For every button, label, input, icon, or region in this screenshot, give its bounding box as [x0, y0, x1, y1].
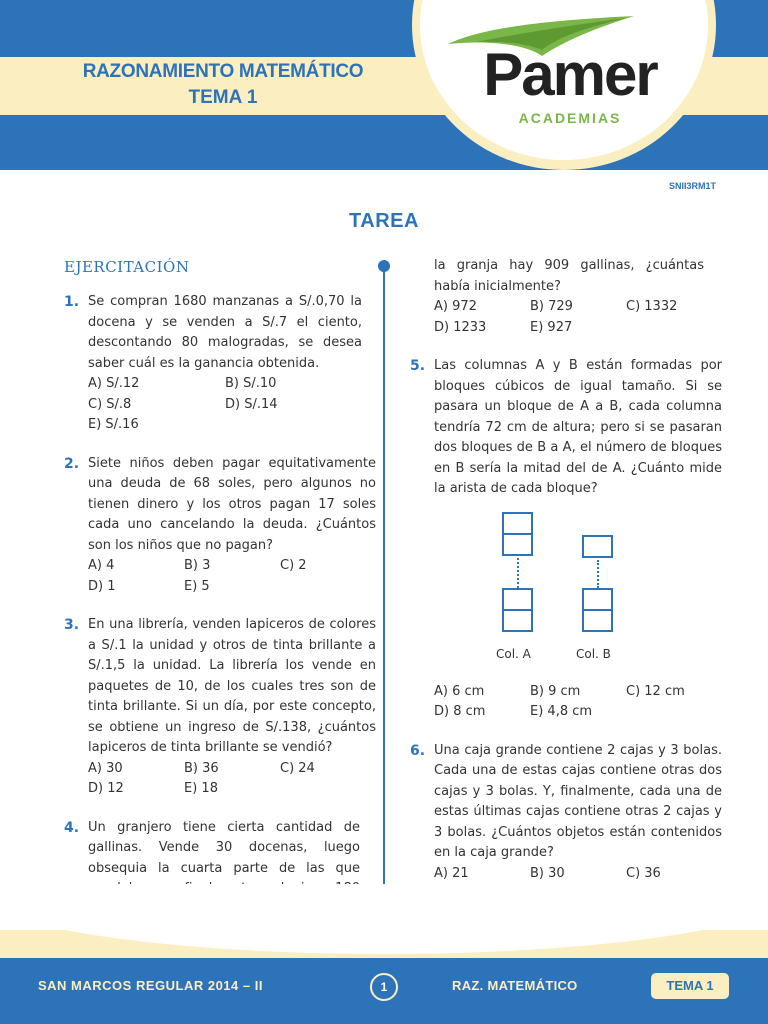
block-a-3	[502, 588, 533, 611]
problem-1	[64, 292, 360, 436]
option-d: D) 1233	[434, 319, 487, 335]
problem-3	[64, 615, 376, 800]
block-a-2	[502, 533, 533, 556]
footer-course: SAN MARCOS REGULAR 2014 – II	[38, 978, 263, 993]
block-b-3	[582, 609, 613, 632]
footer-subject: RAZ. MATEMÁTICO	[452, 978, 578, 993]
option-e: E) 18	[184, 781, 218, 796]
option-e: E) 5	[184, 578, 210, 594]
column-b-label: Col. B	[576, 646, 611, 661]
problem-number: 2.	[64, 455, 80, 472]
option-a: A) 4	[88, 558, 115, 573]
problem-options	[434, 297, 704, 338]
column-a-label: Col. A	[496, 646, 531, 661]
option-a: A) S/.12	[88, 376, 140, 391]
option-b: B) 9 cm	[530, 683, 581, 699]
problem-2	[64, 454, 376, 598]
logo-brand: Pamer	[483, 41, 657, 108]
column-b-dots	[597, 560, 599, 588]
right-column	[410, 256, 722, 923]
option-c: C) 36	[626, 865, 661, 881]
header-tema: TEMA 1	[188, 87, 258, 108]
option-d: D) 8 cm	[434, 704, 486, 719]
column-a-dots	[517, 558, 519, 588]
option-d: D) S/.14	[225, 396, 278, 412]
option-c: C) S/.8	[88, 396, 132, 412]
option-b: B) 36	[184, 760, 219, 776]
column-divider	[383, 264, 385, 916]
option-e: E) 927	[530, 319, 573, 335]
problem-text: Las columnas A y B están formadas por bloques cúbicos de igual tamaño. Si se pasara un bloque de A a B, cada columna tendría 72 cm de altura; pero si se pasaran dos bloques de B a A, el número de bloques en B sería la mitad del de A. ¿Cuánto mide la arista de cada bloque?	[434, 358, 722, 496]
problem-options	[88, 374, 362, 436]
problem-5	[410, 356, 722, 723]
problem-number: 6.	[410, 742, 426, 759]
option-b: B) 30	[530, 865, 565, 881]
problem-4-continuation	[410, 256, 704, 338]
block-a-1	[502, 512, 533, 535]
problem-6	[410, 741, 722, 905]
problem-options	[88, 556, 376, 597]
option-c: C) 2	[280, 558, 307, 573]
problem-options	[88, 759, 376, 800]
option-a: A) 6 cm	[434, 683, 485, 699]
option-d: D) 1	[88, 578, 116, 594]
footer-tema-badge: TEMA 1	[651, 973, 729, 999]
option-d: D) 12	[88, 781, 124, 796]
columns-figure	[434, 508, 722, 680]
header-subject: RAZONAMIENTO MATEMÁTICO	[82, 61, 364, 82]
logo-subtitle: ACADEMIAS	[518, 110, 622, 126]
option-c: C) 24	[280, 760, 315, 776]
option-a: A) 21	[434, 865, 469, 881]
problem-options	[434, 682, 722, 723]
problem-text: Siete niños deben pagar equitativamente una deuda de 68 soles, pero algunos no tienen dinero y los otros pagan 17 soles cada uno cancelando la deuda. ¿Cuántos son los niños que no pagan?	[88, 455, 376, 553]
page-title: TAREA	[349, 210, 419, 232]
option-c: C) 1332	[626, 299, 678, 314]
problem-text: Un granjero tiene cierta cantidad de gallinas. Vende 30 docenas, luego obsequia la cuarta parte de las que	[88, 819, 360, 876]
section-title: EJERCITACIÓN	[64, 258, 190, 276]
divider-dot-top	[378, 260, 390, 272]
option-e: E) S/.16	[88, 417, 139, 432]
option-e: E) 4,8 cm	[530, 704, 593, 719]
block-a-4	[502, 609, 533, 632]
problem-number: 1.	[64, 294, 80, 310]
problem-number: 4.	[64, 819, 80, 836]
problem-number: 5.	[410, 358, 426, 374]
problem-text: Se compran 1680 manzanas a S/.0,70 la docena y se venden a S/.7 el ciento, descontando 80 malogradas, se desea saber cuál es la ganancia obtenida.	[88, 294, 362, 371]
document-code: SNII3RM1T	[668, 181, 716, 191]
block-b-1	[582, 535, 613, 558]
option-c: C) 12 cm	[626, 683, 685, 699]
problem-number: 3.	[64, 617, 80, 633]
option-b: B) S/.10	[225, 376, 277, 391]
option-b: B) 3	[184, 558, 211, 573]
option-b: B) 729	[530, 299, 573, 314]
left-column	[64, 256, 376, 938]
option-a: A) 30	[88, 760, 123, 776]
block-b-2	[582, 588, 613, 611]
problem-text: Una caja grande contiene 2 cajas y 3 bolas. Cada una de estas cajas contiene otras dos cajas y 3 bolas. Y, finalmente, cada una de estas últimas cajas contiene otras 2 cajas y 3 bolas. ¿Cuántos objetos están contenidos en la caja grande?	[434, 742, 722, 860]
problem-text: En una librería, venden lapiceros de colores a S/.1 la unidad y otros de tinta brillante a S/.1,5 la unidad. La librería los vende en paquetes de 10, de los cuales tres son de tinta brillante. Si un día, por este concepto, se obtiene un ingreso de S/.138, ¿cuántos lapiceros de tinta brillante se vendió?	[88, 617, 376, 755]
page-number: 1	[370, 973, 398, 1001]
option-a: A) 972	[434, 299, 477, 314]
problem-text-continuation: la granja hay 909 gallinas, ¿cuántas había inicialmente?	[434, 258, 704, 294]
